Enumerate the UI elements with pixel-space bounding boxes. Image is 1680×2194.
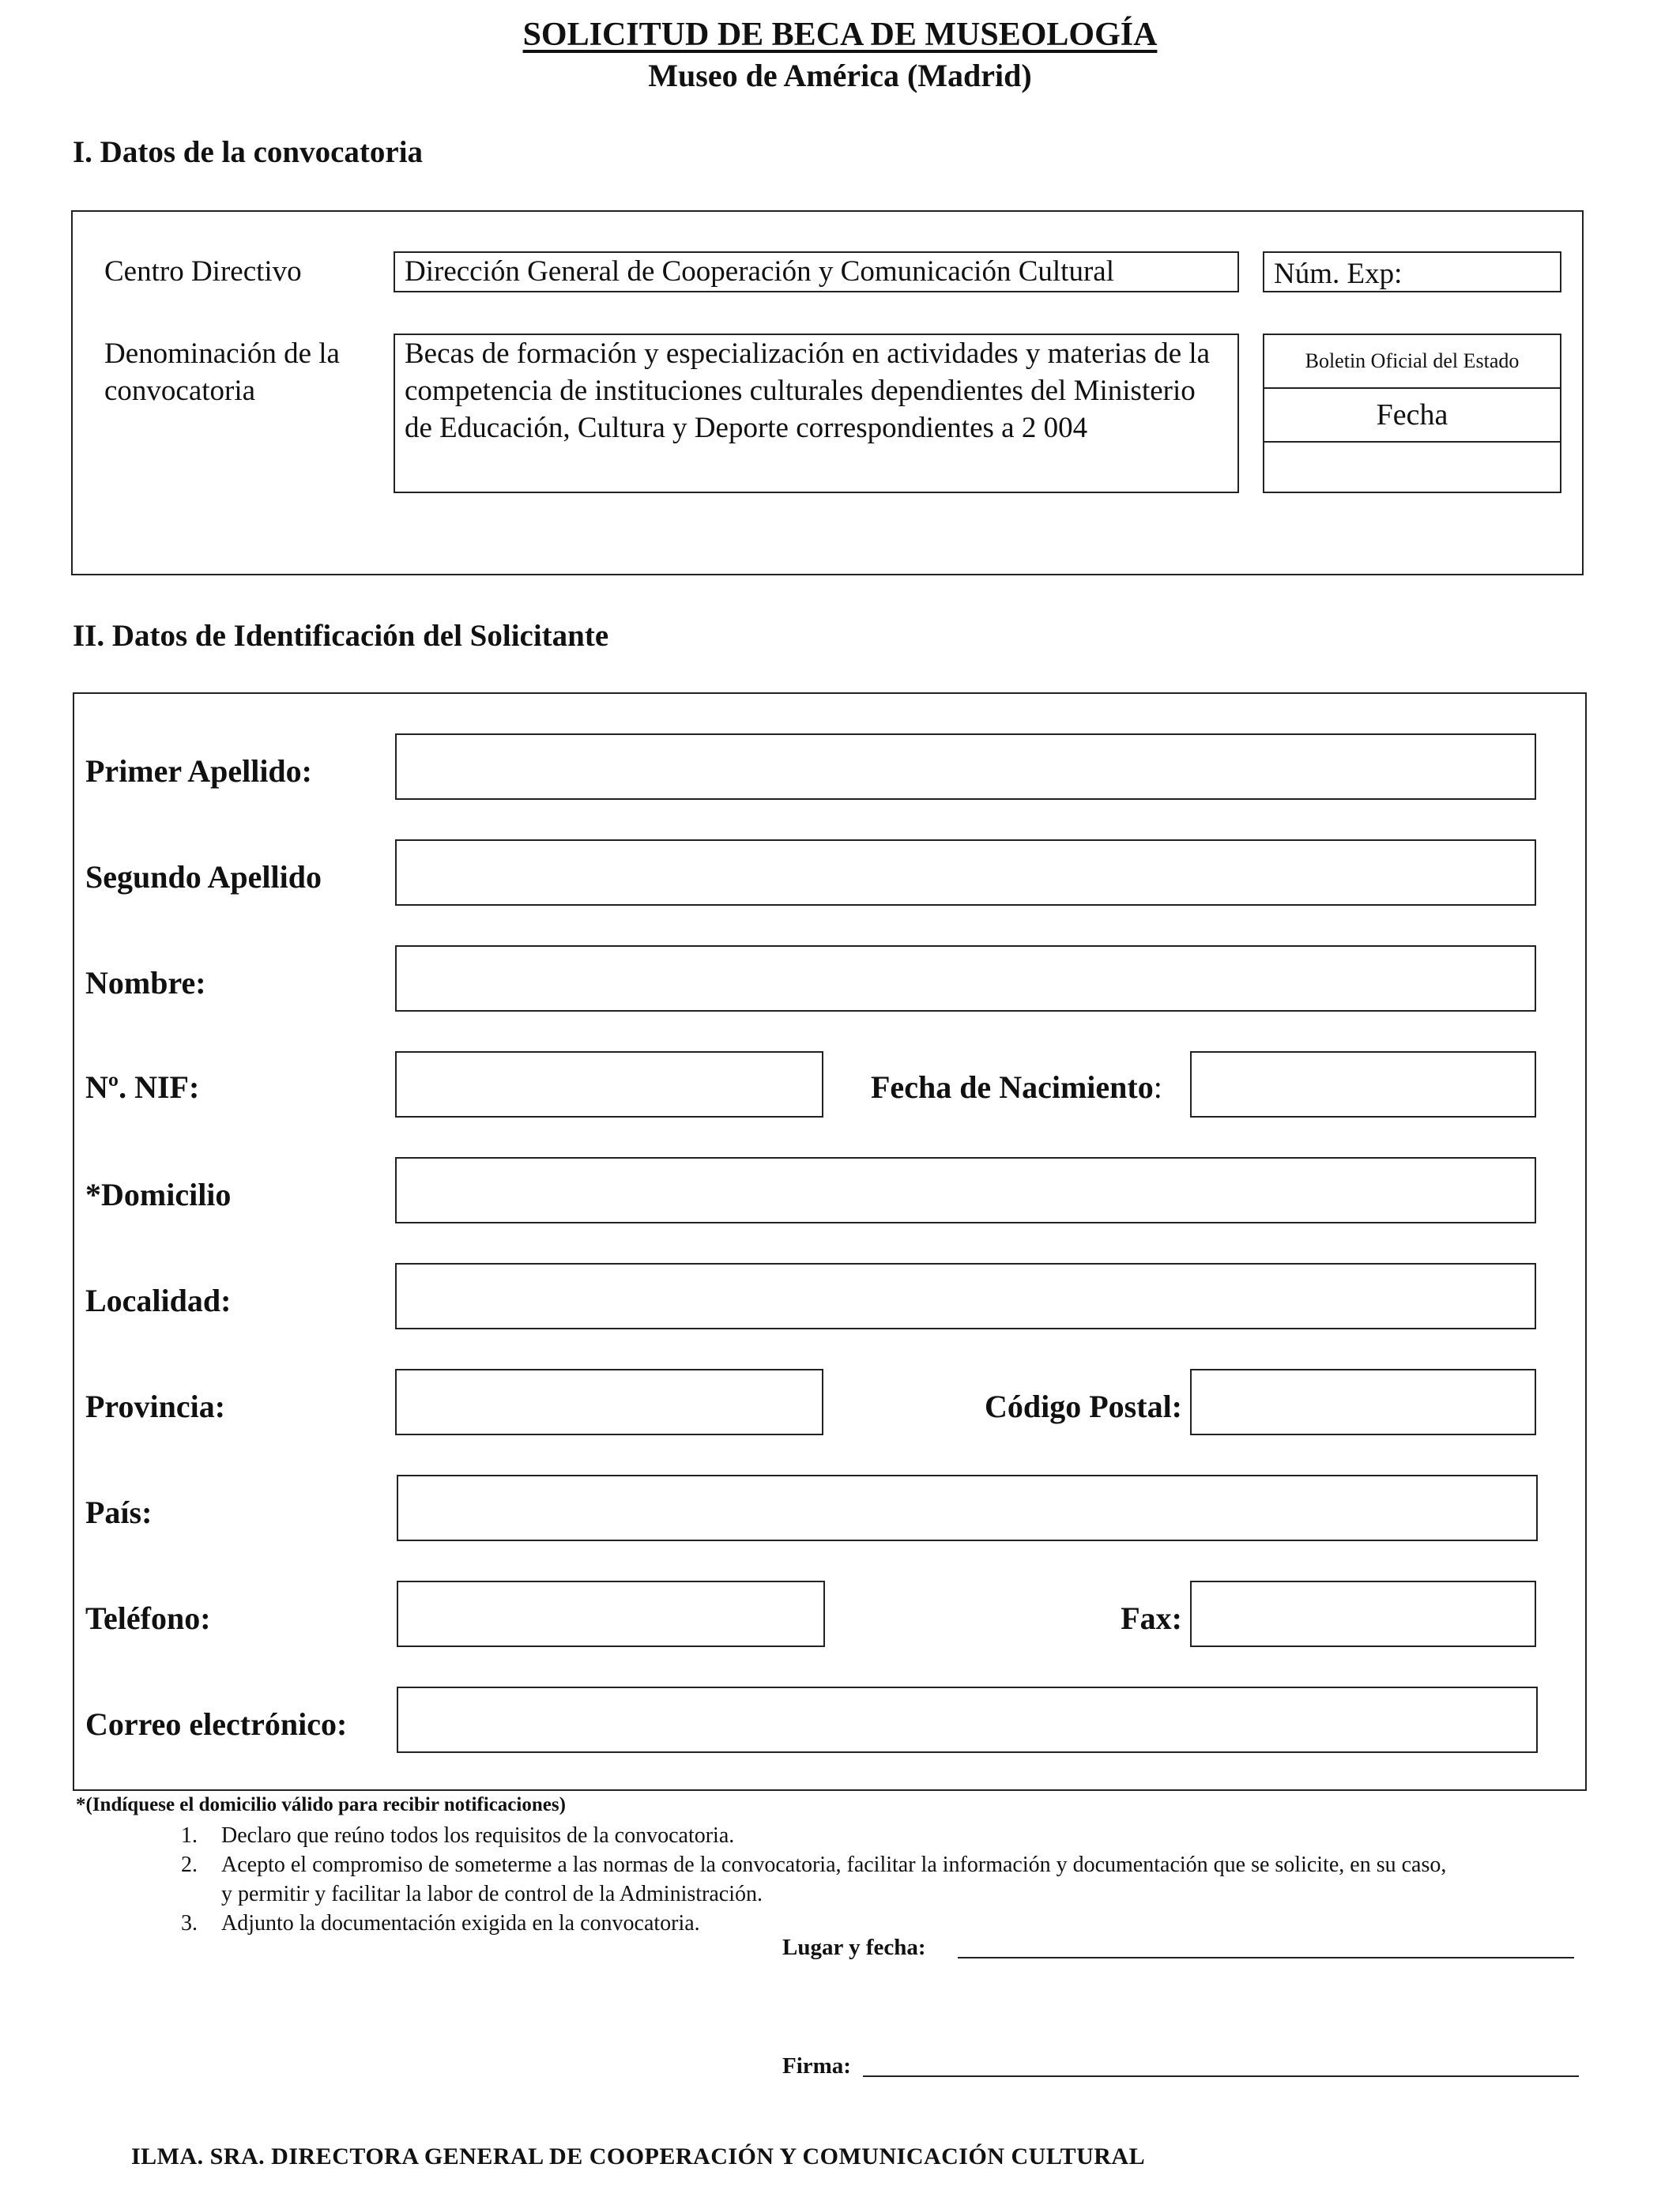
boe-box <box>1263 334 1561 493</box>
num-exp-label: Núm. Exp: <box>1274 258 1403 290</box>
fecha-nacimiento-input[interactable] <box>1190 1051 1536 1118</box>
denominacion-label-line1: Denominación de la <box>104 337 340 370</box>
denominacion-line3: de Educación, Cultura y Deporte correspondientes a 2 004 <box>405 412 1088 444</box>
declaration-num: 1. <box>181 1823 198 1848</box>
denominacion-label <box>104 335 340 409</box>
boe-label: Boletin Oficial del Estado <box>1305 349 1520 372</box>
section-1-title: I. Datos de la convocatoria <box>73 135 424 169</box>
form-title: SOLICITUD DE BECA DE MUSEOLOGÍA <box>522 17 1158 53</box>
correo-input[interactable] <box>397 1687 1538 1753</box>
boe-divider-1 <box>1264 387 1560 389</box>
segundo-apellido-label: Segundo Apellido <box>85 859 322 895</box>
telefono-label: Teléfono: <box>85 1600 211 1636</box>
telefono-input[interactable] <box>397 1581 825 1647</box>
declaration-item <box>150 1909 1652 1938</box>
centro-directivo-field[interactable] <box>394 251 1239 292</box>
fax-label: Fax: <box>1121 1600 1182 1636</box>
declarations-list <box>150 1821 1652 1938</box>
codigo-postal-input[interactable] <box>1190 1369 1536 1435</box>
correo-label: Correo electrónico: <box>85 1706 348 1742</box>
form-subtitle: Museo de América (Madrid) <box>648 58 1032 93</box>
denominacion-line1: Becas de formación y especialización en actividades y materias de la <box>405 337 1211 370</box>
declaration-item <box>150 1850 1652 1879</box>
nif-label: Nº. NIF: <box>85 1069 200 1105</box>
declaration-text-cont: y permitir y facilitar la labor de control de la Administración. <box>221 1882 763 1906</box>
section-2-title: II. Datos de Identificación del Solicitante <box>73 619 609 653</box>
lugar-fecha-label: Lugar y fecha: <box>782 1935 926 1960</box>
primer-apellido-input[interactable] <box>395 733 1536 800</box>
firma-line[interactable] <box>863 2075 1579 2077</box>
localidad-input[interactable] <box>395 1263 1536 1329</box>
declaration-text: Declaro que reúno todos los requisitos de la convocatoria. <box>221 1823 735 1848</box>
pais-input[interactable] <box>397 1475 1538 1541</box>
fax-input[interactable] <box>1190 1581 1536 1647</box>
denominacion-value <box>405 335 1210 447</box>
declaration-text: Acepto el compromiso de someterme a las normas de la convocatoria, facilitar la información y documentación que se solicite, en su caso, <box>221 1853 1447 1877</box>
addressee: ILMA. SRA. DIRECTORA GENERAL DE COOPERACIÓN Y COMUNICACIÓN CULTURAL <box>131 2143 1146 2169</box>
boe-fecha-field[interactable] <box>1264 443 1560 492</box>
lugar-fecha-line[interactable] <box>958 1957 1574 1958</box>
fecha-nacimiento-text: Fecha de Nacimiento <box>871 1069 1154 1105</box>
nif-input[interactable] <box>395 1051 823 1118</box>
domicilio-label: *Domicilio <box>85 1177 232 1212</box>
localidad-label: Localidad: <box>85 1283 232 1318</box>
declaration-text: Adjunto la documentación exigida en la convocatoria. <box>221 1911 700 1936</box>
centro-directivo-value: Dirección General de Cooperación y Comunicación Cultural <box>405 255 1114 288</box>
segundo-apellido-input[interactable] <box>395 839 1536 906</box>
nombre-label: Nombre: <box>85 965 206 1001</box>
num-exp-field[interactable] <box>1263 251 1561 292</box>
declaration-num: 2. <box>181 1853 198 1877</box>
declaration-item <box>150 1879 1652 1909</box>
domicilio-input[interactable] <box>395 1157 1536 1223</box>
denominacion-line2: competencia de instituciones culturales dependientes del Ministerio <box>405 375 1196 407</box>
centro-directivo-label: Centro Directivo <box>104 255 302 288</box>
domicilio-note: *(Indíquese el domicilio válido para recibir notificaciones) <box>76 1794 566 1815</box>
declaration-num: 3. <box>181 1911 198 1936</box>
fecha-nacimiento-label <box>871 1069 1162 1106</box>
pais-label: País: <box>85 1495 153 1530</box>
firma-label: Firma: <box>782 2053 851 2079</box>
codigo-postal-label: Código Postal: <box>985 1389 1182 1424</box>
provincia-label: Provincia: <box>85 1389 226 1424</box>
nombre-input[interactable] <box>395 945 1536 1012</box>
primer-apellido-label: Primer Apellido: <box>85 753 312 789</box>
denominacion-field[interactable] <box>394 334 1239 493</box>
declaration-item <box>150 1821 1652 1850</box>
boe-fecha-label: Fecha <box>1376 398 1448 432</box>
fecha-nacimiento-colon: : <box>1153 1069 1162 1105</box>
denominacion-label-line2: convocatoria <box>104 375 256 407</box>
provincia-input[interactable] <box>395 1369 823 1435</box>
